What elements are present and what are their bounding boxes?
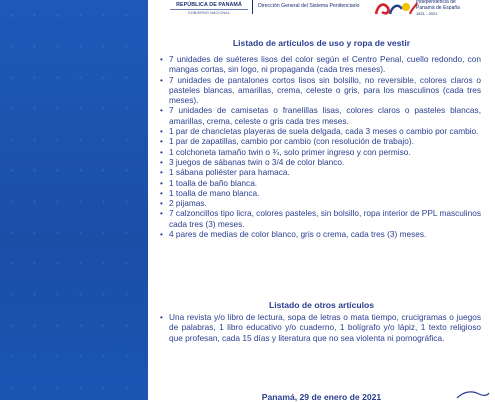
list-item: • 4 pares de medias de color blanco, gris o crema, cada tres (3) meses. — [159, 229, 481, 239]
anniversary-years: 1821 - 2021 — [416, 11, 438, 17]
list-item: • 7 unidades de camisetas o franelillas lisas, colores claros o pasteles blancas, amarillas, crema, celeste o gris cada tres meses. — [159, 105, 481, 126]
department-name: Dirección General del Sistema Penitenciario — [258, 3, 360, 9]
anniversary-line-2: Panamá de España — [416, 4, 460, 11]
other-items-list — [159, 312, 481, 343]
list-item: • Una revista y/o libro de lectura, sopa de letras o mata tiempo, crucigramas o juegos de palabras, 1 libro educativo y/o cuaderno, 1 bolígrafo y/o lápiz, 1 texto religioso que profesan, cada 15 días y literatura que no sea violenta ni pornográfica. — [159, 312, 481, 343]
list-item: • 1 sábana poliéster para hamaca. — [159, 167, 481, 177]
anniversary-caption — [416, 0, 460, 17]
letterhead — [148, 0, 495, 26]
list-item: • 2 pijamas. — [159, 198, 481, 208]
list-item: • 1 par de zapatillas, cambio por cambio (con resolución de trabajo). — [159, 136, 481, 146]
list-item: • 3 juegos de sábanas twin o 3/4 de color blanco. — [159, 157, 481, 167]
government-name: REPÚBLICA DE PANAMÁ — [176, 2, 242, 8]
anniversary-line-1: Independencia de — [416, 0, 456, 5]
list-item: • 1 par de chancletas playeras de suela delgada, cada 3 meses o cambio por cambio. — [159, 126, 481, 136]
document-body — [148, 26, 495, 400]
bicentennial-logo-icon — [372, 0, 418, 16]
government-logo-block — [170, 0, 248, 15]
government-subtitle: GOBIERNO NACIONAL — [170, 9, 248, 15]
header-divider — [252, 0, 253, 14]
list-item: • 1 toalla de mano blanca. — [159, 188, 481, 198]
section-title-clothing: Listado de artículos de uso y ropa de vestir — [232, 38, 411, 48]
clothing-list — [159, 54, 481, 239]
blue-sidebar-band — [0, 0, 148, 400]
list-item: • 7 calzoncillos tipo licra, colores pasteles, sin bolsillo, ropa interior de PPL masculinos cada tres (3) meses. — [159, 208, 481, 229]
document-date: Panamá, 29 de enero de 2021 — [261, 392, 382, 402]
list-item: • 7 unidades de pantalones cortos lisos sin bolsillo, no reversible, colores claros o pasteles blancas, amarillas, crema, celeste o gris, para los masculinos (cada tres meses). — [159, 75, 481, 106]
section-title-other: Listado de otros artículos — [268, 300, 375, 310]
list-item: • 7 unidades de suéteres lisos del color según el Centro Penal, cuello redondo, con mangas cortas, sin logo, ni propaganda (cada tres meses). — [159, 54, 481, 75]
list-item: • 1 toalla de baño blanca. — [159, 178, 481, 188]
list-item: • 1 colchoneta tamaño twin o ¾, solo primer ingreso y con permiso. — [159, 147, 481, 157]
